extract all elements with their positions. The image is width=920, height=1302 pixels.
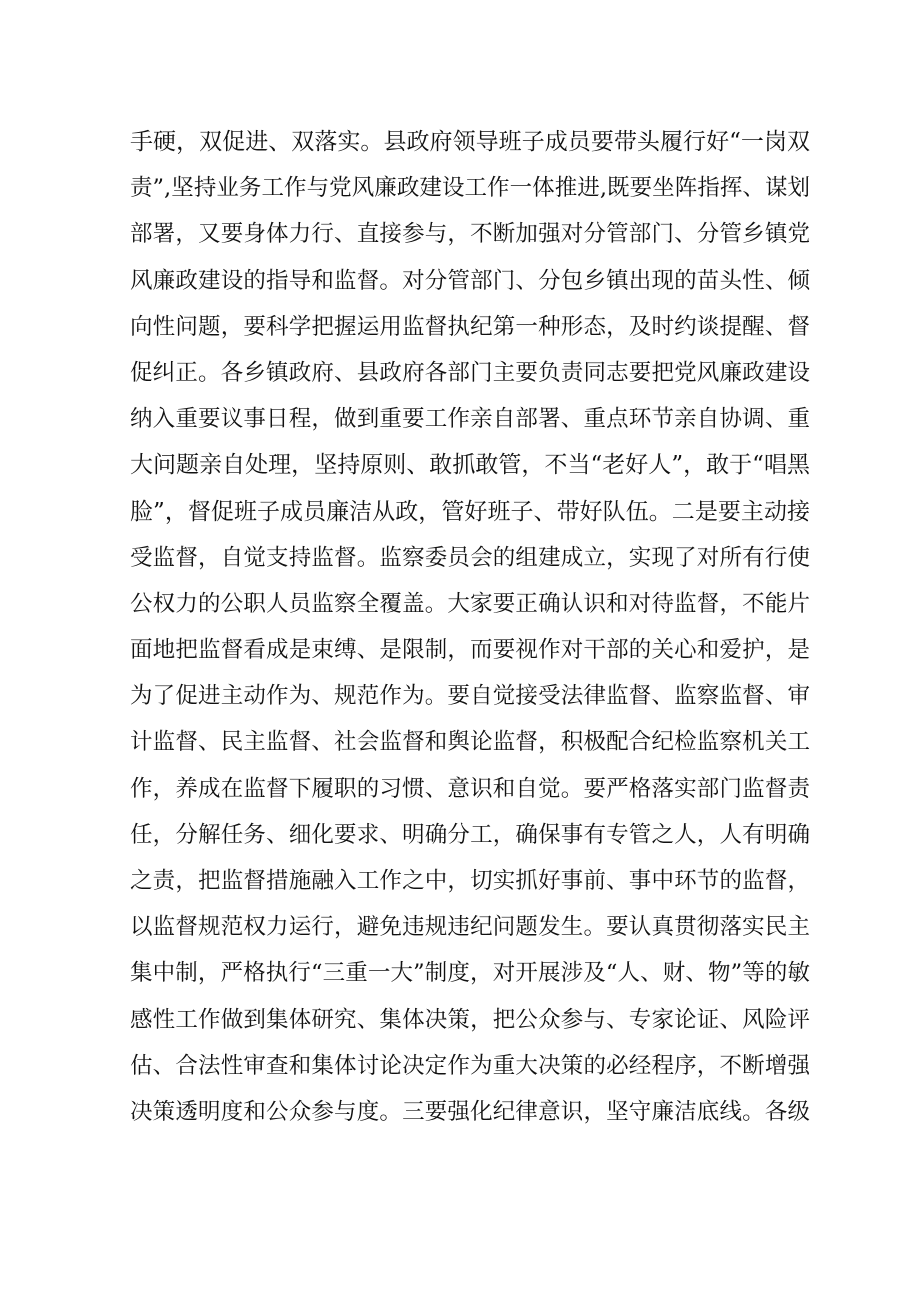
text-line-6: 促纠正。各乡镇政府、县政府各部门主要负责同志要把党风廉政建设 xyxy=(130,359,810,386)
text-line-19: 集中制，严格执行“三重一大”制度，对开展涉及“人、财、物”等的敏 xyxy=(130,960,810,987)
text-line-8: 大问题亲自处理，坚持原则、敢抓敢管，不当“老好人”，敢于“唱黑 xyxy=(130,452,810,479)
text-line-5: 向性问题，要科学把握运用监督执纪第一种形态，及时约谈提醒、督 xyxy=(130,313,810,340)
text-line-3: 部署，又要身体力行、直接参与，不断加强对分管部门、分管乡镇党 xyxy=(130,221,810,248)
text-line-16: 任，分解任务、细化要求、明确分工，确保事有专管之人，人有明确 xyxy=(130,821,810,848)
text-line-12: 面地把监督看成是束缚、是限制，而要视作对干部的关心和爱护，是 xyxy=(130,637,810,664)
text-line-4: 风廉政建设的指导和监督。对分管部门、分包乡镇出现的苗头性、倾 xyxy=(130,267,810,294)
text-line-11: 公权力的公职人员监察全覆盖。大家要正确认识和对待监督，不能片 xyxy=(130,590,810,617)
text-line-7: 纳入重要议事日程，做到重要工作亲自部署、重点环节亲自协调、重 xyxy=(130,406,810,433)
text-line-21: 估、合法性审查和集体讨论决定作为重大决策的必经程序，不断增强 xyxy=(130,1052,810,1079)
text-line-9: 脸”，督促班子成员廉洁从政，管好班子、带好队伍。二是要主动接 xyxy=(130,498,810,525)
text-line-22: 决策透明度和公众参与度。三要强化纪律意识，坚守廉洁底线。各级 xyxy=(130,1098,810,1125)
text-line-1: 手硬，双促进、双落实。县政府领导班子成员要带头履行好“一岗双 xyxy=(130,129,810,155)
text-line-17: 之责，把监督措施融入工作之中，切实抓好事前、事中环节的监督， xyxy=(130,868,810,894)
text-line-2: 责”,坚持业务工作与党风廉政建设工作一体推进,既要坐阵指挥、谋划 xyxy=(130,175,810,202)
text-line-15: 作，养成在监督下履职的习惯、意识和自觉。要严格落实部门监督责 xyxy=(130,775,810,802)
text-line-20: 感性工作做到集体研究、集体决策，把公众参与、专家论证、风险评 xyxy=(130,1006,810,1033)
body-paragraph xyxy=(130,128,810,1144)
text-line-14: 计监督、民主监督、社会监督和舆论监督，积极配合纪检监察机关工 xyxy=(130,729,810,756)
text-line-10: 受监督，自觉支持监督。监察委员会的组建成立，实现了对所有行使 xyxy=(130,544,810,571)
text-line-13: 为了促进主动作为、规范作为。要自觉接受法律监督、监察监督、审 xyxy=(130,683,810,710)
text-line-18: 以监督规范权力运行，避免违规违纪问题发生。要认真贯彻落实民主 xyxy=(130,914,810,941)
